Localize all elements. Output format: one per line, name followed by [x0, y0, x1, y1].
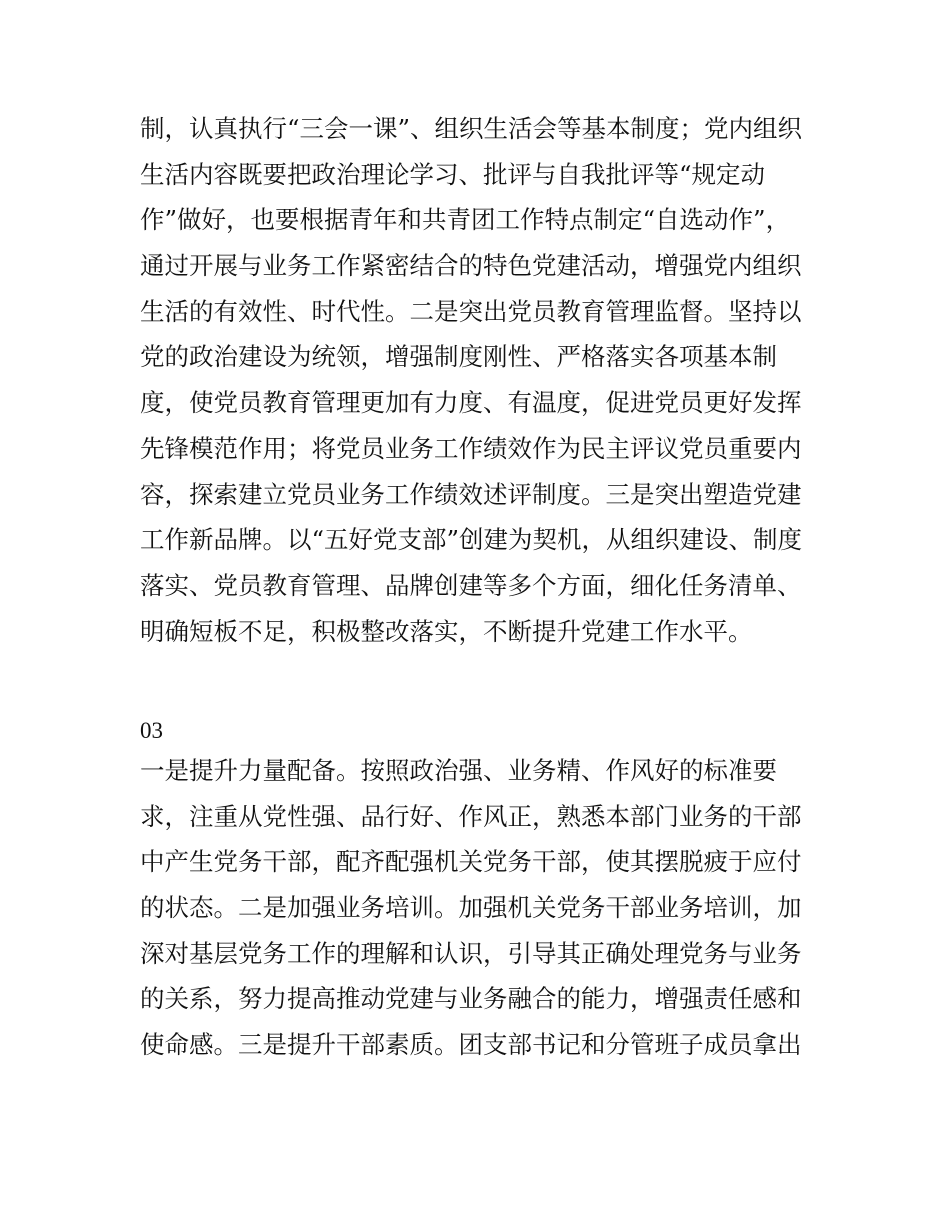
- paragraph-1: [140, 106, 820, 654]
- paragraph-line: 度，使党员教育管理更加有力度、有温度，促进党员更好发挥: [140, 388, 802, 418]
- paragraph-line: 通过开展与业务工作紧密结合的特色党建活动，增强党内组织: [140, 251, 802, 281]
- paragraph-line: 生活的有效性、时代性。二是突出党员教育管理监督。坚持以: [140, 296, 802, 326]
- paragraph-line: 党的政治建设为统领，增强制度刚性、严格落实各项基本制: [140, 342, 777, 372]
- paragraph-line: 落实、党员教育管理、品牌创建等多个方面，细化任务清单、: [140, 570, 802, 600]
- paragraph-line: 一是提升力量配备。按照政治强、业务精、作风好的标准要: [140, 756, 777, 785]
- paragraph-line: 深对基层党务工作的理解和认识，引导其正确处理党务与业务: [140, 938, 802, 968]
- paragraph-line: 中产生党务干部，配齐配强机关党务干部，使其摆脱疲于应付: [140, 847, 802, 877]
- paragraph-line: 求，注重从党性强、品行好、作风正，熟悉本部门业务的干部: [140, 801, 802, 831]
- paragraph-line: 的关系，努力提高推动党建与业务融合的能力，增强责任感和: [140, 984, 802, 1014]
- paragraph-line: 作”做好，也要根据青年和共青团工作特点制定“自选动作”，: [140, 205, 791, 235]
- paragraph-line: 明确短板不足，积极整改落实，不断提升党建工作水平。: [140, 616, 753, 646]
- paragraph-2: [140, 748, 820, 1068]
- paragraph-line: 容，探索建立党员业务工作绩效述评制度。三是突出塑造党建: [140, 479, 802, 509]
- paragraph-line: 的状态。二是加强业务培训。加强机关党务干部业务培训，加: [140, 893, 802, 923]
- paragraph-line: 制，认真执行“三会一课”、组织生活会等基本制度；党内组织: [140, 114, 803, 143]
- paragraph-line: 生活内容既要把政治理论学习、批评与自我批评等“规定动: [140, 159, 766, 189]
- paragraph-line: 先锋模范作用；将党员业务工作绩效作为民主评议党员重要内: [140, 433, 802, 463]
- paragraph-line: 使命感。三是提升干部素质。团支部书记和分管班子成员拿出: [140, 1030, 802, 1060]
- section-number: 03: [140, 718, 163, 743]
- paragraph-line: 工作新品牌。以“五好党支部”创建为契机，从组织建设、制度: [140, 525, 803, 555]
